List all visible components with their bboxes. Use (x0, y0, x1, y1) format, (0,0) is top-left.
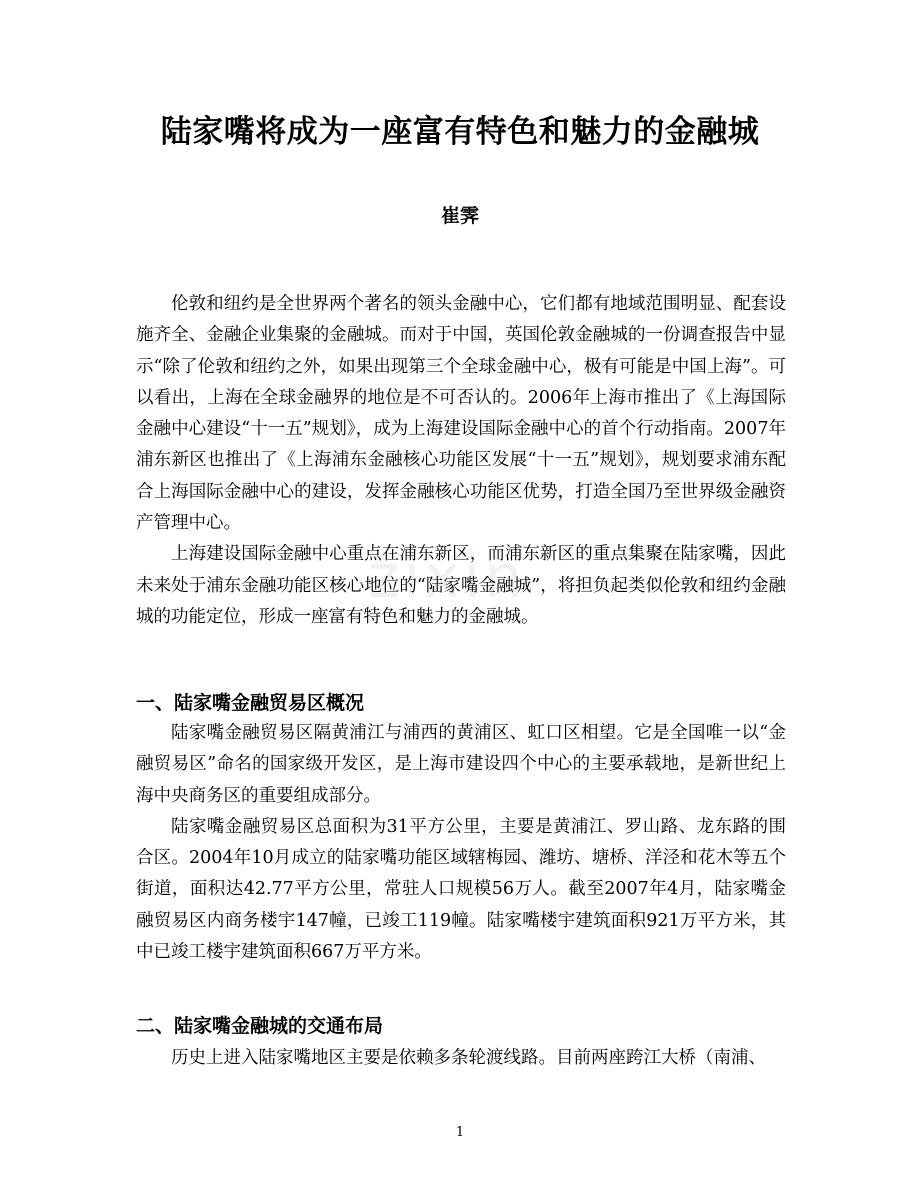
intro-section (136, 289, 786, 633)
section-heading-1: 一、陆家嘴金融贸易区概况 (136, 692, 365, 714)
watermark: zixin (368, 542, 527, 612)
section-2-body (136, 1043, 786, 1074)
page-number: 1 (455, 1125, 465, 1140)
paragraph: 伦敦和纽约是全世界两个著名的领头金融中心，它们都有地域范围明显、配套设施齐全、金融企业集聚的金融城。而对于中国，英国伦敦金融城的一份调查报告中显示“除了伦敦和纽约之外，如果出现第三个全球金融中心，极有可能是中国上海”。可以看出，上海在全球金融界的地位是不可否认的。2006年上海市推出了《上海国际金融中心建设“十一五”规划》，成为上海建设国际金融中心的首个行动指南。2007年浦东新区也推出了《上海浦东金融核心功能区发展“十一五”规划》，规划要求浦东配合上海国际金融中心的建设，发挥金融核心功能区优势，打造全国乃至世界级金融资产管理中心。 (136, 294, 786, 534)
document-author: 崔霁 (440, 205, 479, 227)
paragraph: 上海建设国际金融中心重点在浦东新区，而浦东新区的重点集聚在陆家嘴，因此未来处于浦东金融功能区核心地位的“陆家嘴金融城”，将担负起类似伦敦和纽约金融城的功能定位，形成一座富有特色和魅力的金融城。 (136, 544, 786, 627)
paragraph: 陆家嘴金融贸易区隔黄浦江与浦西的黄浦区、虹口区相望。它是全国唯一以“金融贸易区”命名的国家级开发区，是上海市建设四个中心的主要承载地，是新世纪上海中央商务区的重要组成部分。 (136, 723, 786, 806)
paragraph: 陆家嘴金融贸易区总面积为31平方公里，主要是黄浦江、罗山路、龙东路的围合区。2004年10月成立的陆家嘴功能区域辖梅园、潍坊、塘桥、洋泾和花木等五个街道，面积达42.77平方公里，常驻人口规模56万人。截至2007年4月，陆家嘴金融贸易区内商务楼宇147幢，已竣工119幢。陆家嘴楼宇建筑面积921万平方米，其中已竣工楼宇建筑面积667万平方米。 (136, 816, 786, 963)
document-title: 陆家嘴将成为一座富有特色和魅力的金融城 (160, 114, 760, 150)
section-1-body (136, 718, 786, 968)
paragraph: 历史上进入陆家嘴地区主要是依赖多条轮渡线路。目前两座跨江大桥（南浦、 (171, 1048, 766, 1068)
section-heading-2: 二、陆家嘴金融城的交通布局 (136, 1015, 384, 1037)
